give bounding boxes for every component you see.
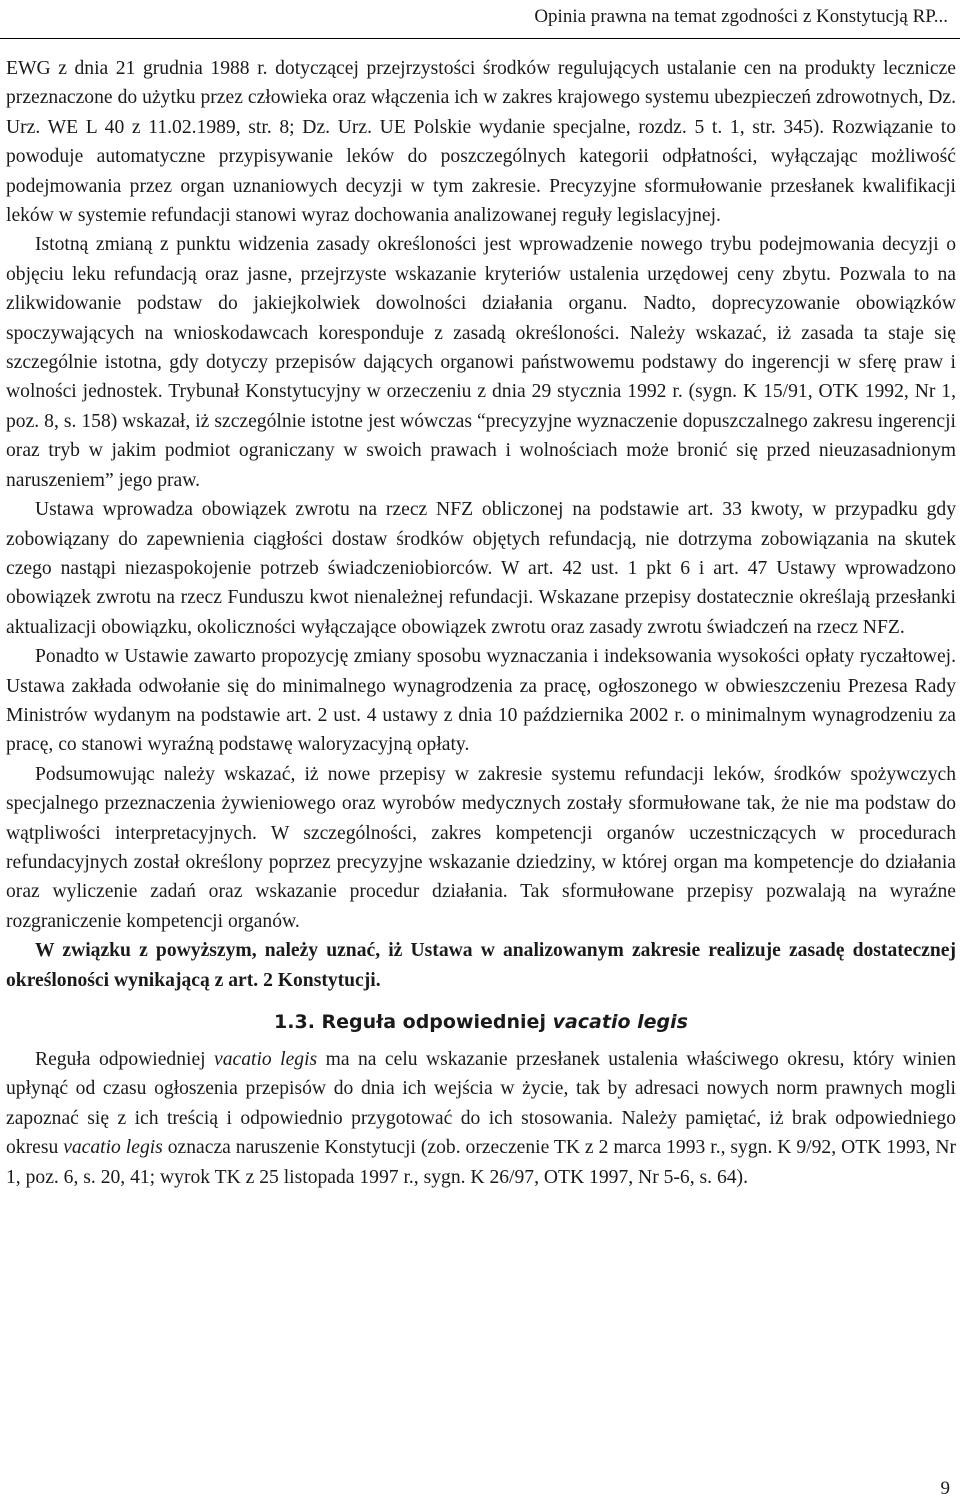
paragraph-7-italic-a: vacatio legis: [214, 1049, 318, 1070]
paragraph-7-part-a: Reguła odpowiedniej: [35, 1049, 215, 1070]
paragraph-7: [6, 1045, 956, 1192]
paragraph-5: Podsumowując należy wskazać, iż nowe przepisy w zakresie systemu refundacji leków, środków spożywczych specjalnego przeznaczenia żywieniowego oraz wyrobów medycznych zostały sformułowane tak, że nie ma podstaw do wątpliwości interpretacyjnych. W szczególności, zakres kompetencji organów uczestniczących w procedurach refundacyjnych został określony poprzez precyzyjne wskazanie dziedziny, w której organ ma kompetencje do działania oraz wyliczenie zadań oraz wskazanie procedur działania. Tak sformułowane przepisy pozwalają na wyraźne rozgraniczenie kompetencji organów.: [6, 763, 956, 932]
page-number: 9: [940, 1478, 950, 1499]
paragraph-1-citation: EWG z dnia 21 grudnia 1988 r. dotyczącej przejrzystości środków regulujących ustalanie cen na produkty lecznicze przeznaczone do użytku przez człowieka oraz włączenia ich w zakres krajowego systemu ubezpieczeń zdrowotnych, Dz. Urz. WE L 40 z 11.02.1989, str. 8; Dz. Urz. UE Polskie wydanie specjalne, rozdz. 5 t. 1, str. 345).: [6, 58, 956, 138]
running-header-title: Opinia prawna na temat zgodności z Konstytucją RP...: [534, 6, 948, 27]
paragraph-7-italic-b: vacatio legis: [63, 1137, 163, 1159]
paragraph-3: Ustawa wprowadza obowiązek zwrotu na rzecz NFZ obliczonej na podstawie art. 33 kwoty, w przypadku gdy zobowiązany do zapewnienia ciągłości dostaw środków objętych refundacją, nie dotrzyma zobowiązania na skutek czego nastąpi niezaspokojenie potrzeb świadczeniobiorców. W art. 42 ust. 1 pkt 6 i art. 47 Ustawy wprowadzono obowiązek zwrotu na rzecz Funduszu kwot nienależnej refundacji. Wskazane przepisy dostatecznie określają przesłanki aktualizacji obowiązku, okoliczności wyłączające obowiązek zwrotu oraz zasady zwrotu świadczeń na rzecz NFZ.: [6, 499, 956, 638]
header-divider: [0, 38, 960, 39]
conclusion-paragraph: W związku z powyższym, należy uznać, iż Ustawa w analizowanym zakresie realizuje zasadę dostatecznej określoności wynikającą z art. 2 Konstytucji.: [6, 940, 956, 991]
paragraph-1: [6, 54, 956, 230]
section-heading-title: 1.3. Reguła odpowiedniej: [274, 1011, 553, 1033]
paragraph-1-text: Rozwiązanie to powoduje automatyczne przypisywanie leków do poszczególnych kategorii odpłatności, wyłączając możliwość podejmowania przez organ uznaniowych decyzji w tym zakresie. Precyzyjne sformułowanie przesłanek kwalifikacji leków w systemie refundacji stanowi wyraz dochowania analizowanej reguły legislacyjnej.: [6, 116, 956, 227]
paragraph-2: Istotną zmianą z punktu widzenia zasady określoności jest wprowadzenie nowego trybu podejmowania decyzji o objęciu leku refundacją oraz jasne, przejrzyste wskazanie kryteriów ustalenia urzędowej ceny zbytu. Pozwala to na zlikwidowanie podstaw do jakiejkolwiek dowolności działania organu. Nadto, doprecyzowanie obowiązków spoczywających na wnioskodawcach koresponduje z zasadą określoności. Należy wskazać, iż zasada ta staje się szczególnie istotna, gdy dotyczy przepisów dających organowi państwowemu podstawy do ingerencji w sferę praw i wolności jednostek. Trybunał Konstytucyjny w orzeczeniu z dnia 29 stycznia 1992 r. (sygn. K 15/91, OTK 1992, Nr 1, poz. 8, s. 158) wskazał, iż szczególnie istotne jest wówczas “precyzyjne wyznaczenie dopuszczalnego zakresu ingerencji oraz tryb w jakim podmiot ograniczany w swoich prawach i wolnościach może bronić się przed nieuzasadnionym naruszeniem” jego praw.: [6, 234, 956, 491]
page-body: [6, 54, 956, 1192]
paragraph-7-part-c: oznacza naruszenie Konstytucji (zob. orzeczenie TK z 2 marca 1993 r., sygn. K 9/92, OTK 1993, Nr 1, poz. 6, s. 20, 41; wyrok TK z 25 listopada 1997 r., sygn. K 26/97, OTK 1997, Nr 5-6, s. 64).: [6, 1137, 956, 1188]
paragraph-7-part-b: ma na celu wskazanie przesłanek ustalenia właściwego okresu, który winien upłynąć od czasu ogłoszenia przepisów do dnia ich wejścia w życie, tak by adresaci nowych norm prawnych mogli zapoznać się z ich treścią i odpowiednio przygotować do ich stosowania. Należy pamiętać, iż brak odpowiedniego okresu: [6, 1049, 956, 1159]
paragraph-4: Ponadto w Ustawie zawarto propozycję zmiany sposobu wyznaczania i indeksowania wysokości opłaty ryczałtowej. Ustawa zakłada odwołanie się do minimalnego wynagrodzenia za pracę, ogłoszonego w obwieszczeniu Prezesa Rady Ministrów wydanym na podstawie art. 2 ust. 4 ustawy z dnia 10 października 2002 r. o minimalnym wynagrodzeniu za pracę, co stanowi wyraźną podstawę waloryzacyjną opłaty.: [6, 646, 956, 756]
section-heading: [6, 1007, 956, 1037]
section-heading-italic: vacatio legis: [552, 1011, 688, 1033]
